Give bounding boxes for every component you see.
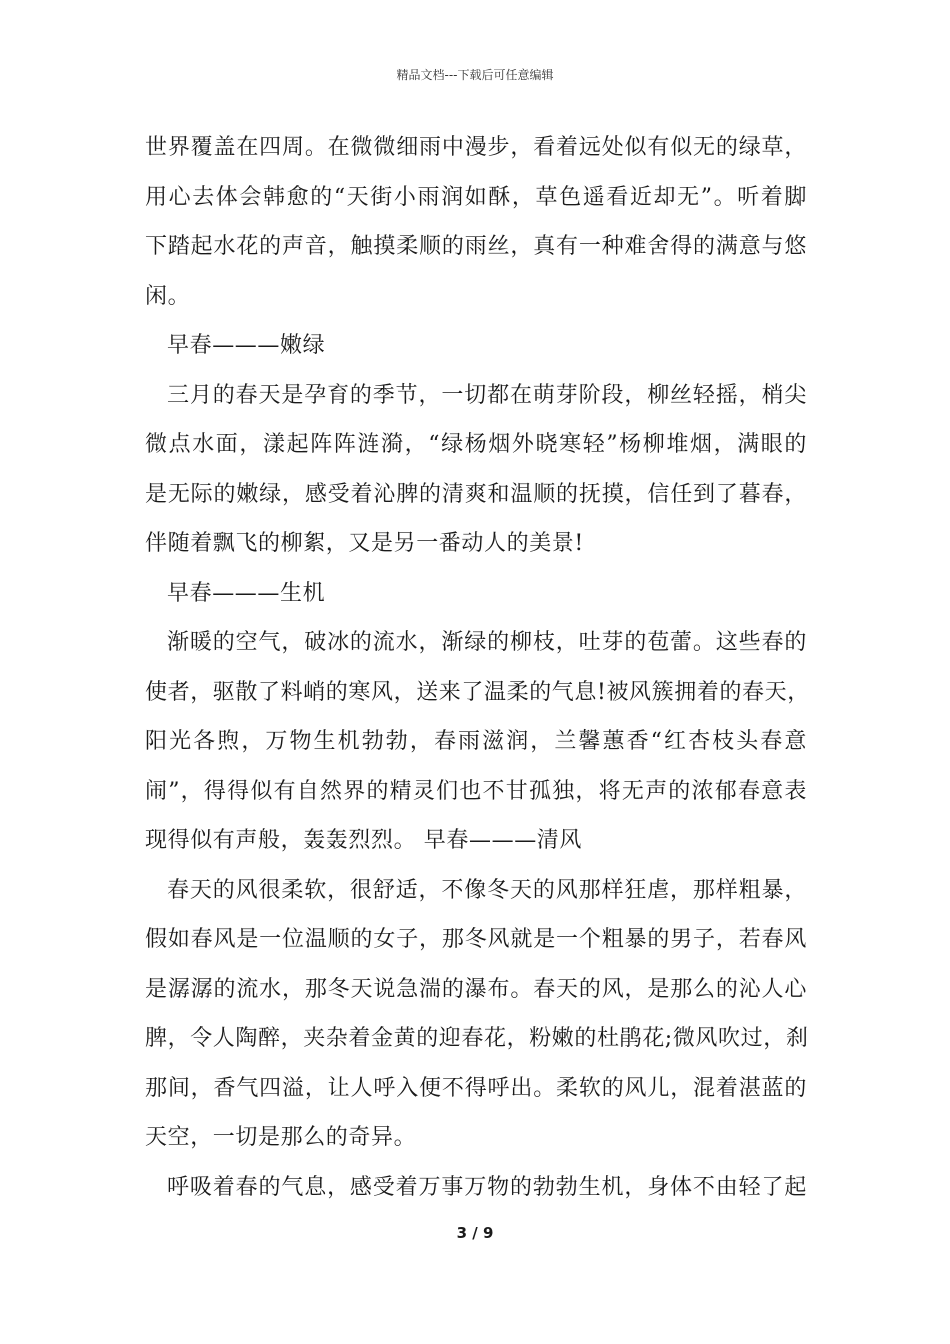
paragraph-line: 春天的风很柔软，很舒适，不像冬天的风那样狂虐，那样粗暴，: [167, 877, 807, 903]
section-heading: 早春———生机: [167, 580, 326, 606]
paragraph-line: 用心去体会韩愈的“天街小雨润如酥，草色遥看近却无”。听着脚: [145, 184, 807, 210]
paragraph-line: 使者，驱散了料峭的寒风，送来了温柔的气息!被风簇拥着的春天，: [145, 679, 810, 705]
section-heading: 早春———嫩绿: [167, 333, 326, 358]
paragraph-line: 是潺潺的流水，那冬天说急湍的瀑布。春天的风，是那么的沁人心: [145, 976, 807, 1002]
page-number: 3 / 9: [456, 1224, 494, 1242]
paragraph-line: 伴随着飘飞的柳絮，又是另一番动人的美景!: [145, 531, 584, 556]
paragraph-line: 微点水面，漾起阵阵涟漪，“绿杨烟外晓寒轻”杨柳堆烟，满眼的: [145, 432, 807, 457]
paragraph-line: 那间，香气四溢，让人呼入便不得呼出。柔软的风儿，混着湛蓝的: [145, 1075, 807, 1101]
paragraph-line: 下踏起水花的声音，触摸柔顺的雨丝，真有一种难舍得的满意与悠: [145, 234, 807, 259]
paragraph-line: 假如春风是一位温顺的女子，那冬风就是一个粗暴的男子，若春风: [145, 927, 807, 952]
paragraph-line: 阳光各煦，万物生机勃勃，春雨滋润，兰馨蕙香“红杏枝头春意: [145, 729, 807, 754]
paragraph-line: 三月的春天是孕育的季节，一切都在萌芽阶段，柳丝轻摇，梢尖: [167, 382, 807, 408]
paragraph-line: 世界覆盖在四周。在微微细雨中漫步，看着远处似有似无的绿草，: [145, 135, 807, 160]
paragraph-line: 是无际的嫩绿，感受着沁脾的清爽和温顺的抚摸，信任到了暮春，: [145, 481, 807, 507]
page-header: 精品文档---下载后可任意编辑: [396, 68, 554, 82]
paragraph-line: 闹”，得得似有自然界的精灵们也不甘孤独，将无声的浓郁春意表: [145, 778, 807, 804]
paragraph-line: 脾，令人陶醉，夹杂着金黄的迎春花，粉嫩的杜鹃花;微风吹过，刹: [145, 1026, 809, 1051]
paragraph-line: 渐暖的空气，破冰的流水，渐绿的柳枝，吐芽的苞蕾。这些春的: [167, 630, 807, 655]
paragraph-line: 天空，一切是那么的奇异。: [145, 1125, 417, 1150]
document-body: [145, 128, 810, 1217]
paragraph-line: 现得似有声般，轰轰烈烈。 早春———清风: [145, 828, 582, 853]
paragraph-line: 呼吸着春的气息，感受着万事万物的勃勃生机，身体不由轻了起: [167, 1174, 807, 1200]
paragraph-line: 闲。: [145, 283, 191, 309]
